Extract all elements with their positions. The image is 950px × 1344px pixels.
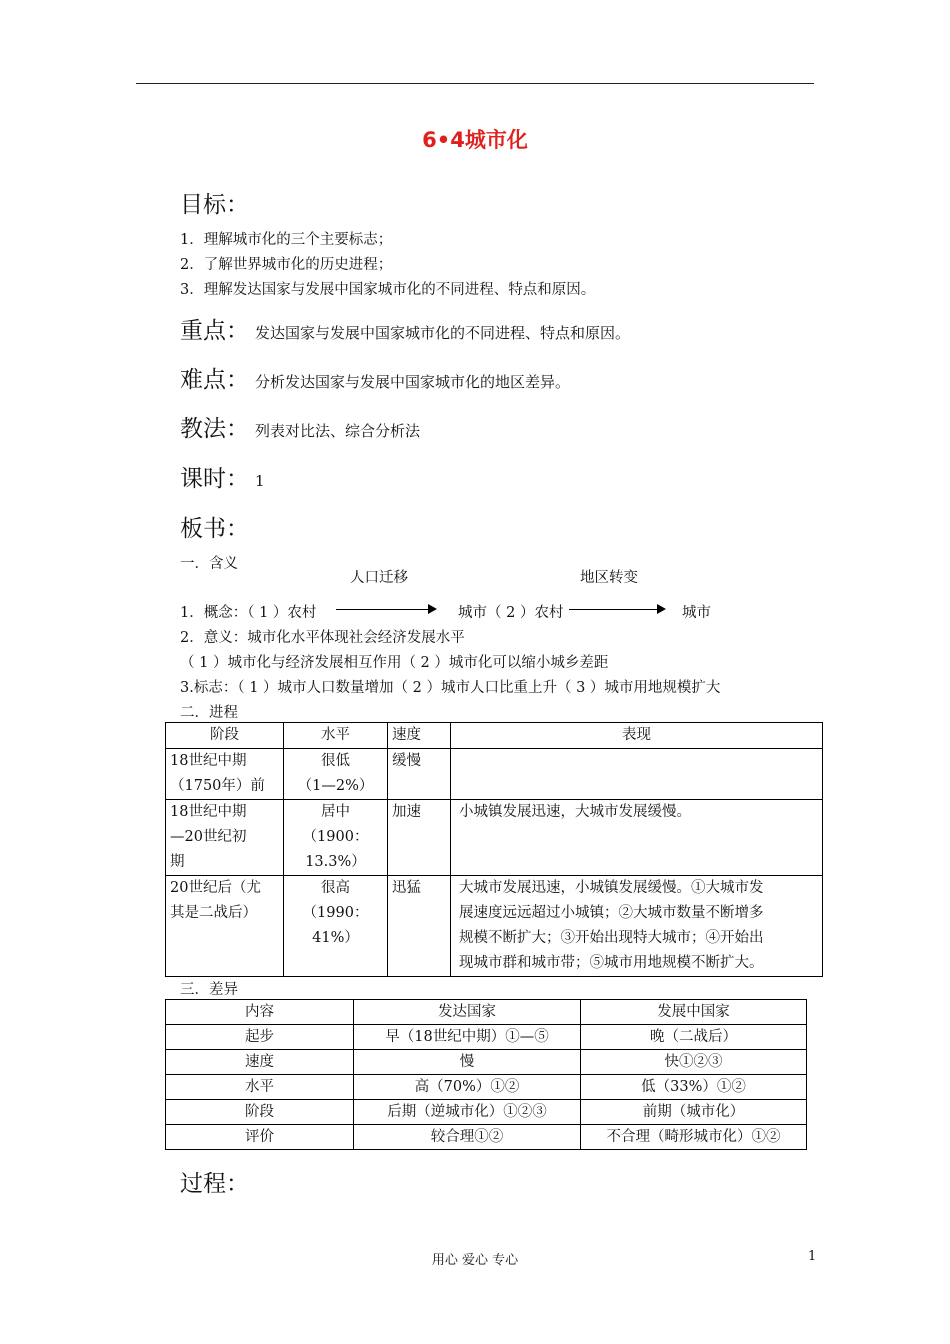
table-header: 内容 [166,1000,354,1025]
page-number: 1 [808,1249,817,1264]
table-cell: 不合理（畸形城市化）①② [581,1125,807,1150]
table-header-row [166,723,823,749]
table-cell: 低（33%）①② [581,1075,807,1100]
process-table [165,722,823,977]
arrow-icon [336,609,428,610]
table-header: 速度 [388,723,451,749]
concept-city-a: 城市（ 2 ）农村 [458,605,564,621]
table-header: 发展中国家 [581,1000,807,1025]
table-cell: 小城镇发展迅速，大城市发展缓慢。 [451,800,823,876]
method-heading: 教法： [180,416,249,442]
table-header-row [166,1000,807,1025]
table-row [166,800,823,876]
table-cell: 20世纪后（尤 其是二战后） [166,876,284,977]
section-difference-title: 三．差异 [180,982,238,998]
table-row [166,1075,807,1100]
difference-table [165,999,807,1150]
difficulty-row [180,361,570,394]
table-cell: 起步 [166,1025,354,1050]
goal-item-2: 2．了解世界城市化的历史进程； [180,257,393,273]
signs-line: 3.标志：（ 1 ）城市人口数量增加（ 2 ）城市人口比重上升（ 3 ）城市用地规模扩大 [180,680,721,696]
table-header: 发达国家 [354,1000,581,1025]
meaning-sub-line: （ 1 ）城市化与经济发展相互作用（ 2 ）城市化可以缩小城乡差距 [180,655,609,671]
method-text: 列表对比法、综合分析法 [255,422,421,440]
goals-heading: 目标： [180,192,249,218]
table-header: 表现 [451,723,823,749]
table-cell: 阶段 [166,1100,354,1125]
table-row [166,1100,807,1125]
arrow-icon [569,609,657,610]
table-cell: 居中 （1900： 13.3%） [284,800,388,876]
key-point-text: 发达国家与发展中国家城市化的不同进程、特点和原因。 [255,324,631,342]
table-cell: 后期（逆城市化）①②③ [354,1100,581,1125]
table-cell: 快①②③ [581,1050,807,1075]
table-cell: 缓慢 [388,749,451,800]
concept-line: 1．概念：（ 1 ）农村 [180,605,317,621]
hours-text: 1 [255,472,265,490]
page-footer: 用心 爱心 专心 [431,1253,519,1268]
table-cell: 早（18世纪中期）①—⑤ [354,1025,581,1050]
table-cell: 较合理①② [354,1125,581,1150]
meaning-line: 2．意义：城市化水平体现社会经济发展水平 [180,630,465,646]
hours-row [180,460,265,493]
table-cell: 18世纪中期 （1750年）前 [166,749,284,800]
page-title: 6•4城市化 [422,128,528,152]
table-cell: 评价 [166,1125,354,1150]
hours-heading: 课时： [180,466,249,492]
migration-label: 人口迁移 [350,570,408,586]
section-meaning-title: 一．含义 [180,556,238,572]
table-cell: 水平 [166,1075,354,1100]
table-cell: 加速 [388,800,451,876]
header-rule [136,83,814,84]
difficulty-heading: 难点： [180,367,249,393]
table-cell: 慢 [354,1050,581,1075]
table-cell: 很低 （1—2%） [284,749,388,800]
difficulty-text: 分析发达国家与发展中国家城市化的地区差异。 [255,373,571,391]
table-cell: 晚（二战后） [581,1025,807,1050]
method-row [180,410,420,443]
table-cell: 迅猛 [388,876,451,977]
section-process-title: 二．进程 [180,705,238,721]
table-row [166,1125,807,1150]
table-cell: 高（70%）①② [354,1075,581,1100]
table-cell: 速度 [166,1050,354,1075]
table-header: 水平 [284,723,388,749]
table-row [166,1025,807,1050]
table-row [166,1050,807,1075]
goal-item-3: 3．理解发达国家与发展中国家城市化的不同进程、特点和原因。 [180,282,596,298]
board-heading: 板书： [180,516,249,542]
table-cell: 很高 （1990： 41%） [284,876,388,977]
transform-label: 地区转变 [580,570,638,586]
process-heading: 过程： [180,1171,249,1197]
table-cell [451,749,823,800]
concept-city-b: 城市 [682,605,711,621]
key-point-heading: 重点： [180,318,249,344]
key-point-row [180,312,630,345]
table-row [166,876,823,977]
table-header: 阶段 [166,723,284,749]
table-cell: 前期（城市化） [581,1100,807,1125]
table-row [166,749,823,800]
table-cell: 大城市发展迅速，小城镇发展缓慢。①大城市发 展速度远远超过小城镇；②大城市数量不断增多 规模不断扩大；③开始出现特大城市；④开始出 现城市群和城市带；⑤城市用地规模不断扩大。 [451,876,823,977]
goal-item-1: 1．理解城市化的三个主要标志； [180,232,393,248]
table-cell: 18世纪中期 —20世纪初 期 [166,800,284,876]
